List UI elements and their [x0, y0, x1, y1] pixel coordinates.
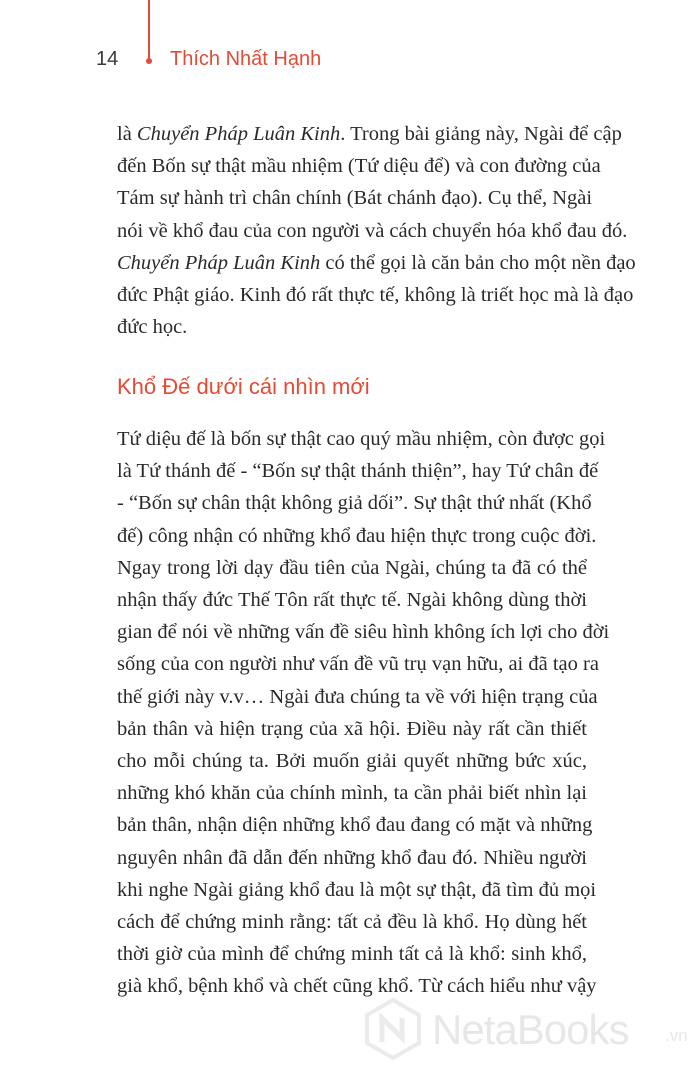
- watermark: [362, 998, 692, 1068]
- text-line: - “Bốn sự chân thật không giả dối”. Sự thật thứ nhất (Khổ: [117, 492, 592, 515]
- text-line: đức học.: [117, 316, 188, 339]
- text-line: đức Phật giáo. Kinh đó rất thực tế, không là triết học mà là đạo: [117, 284, 634, 307]
- text-line: Tứ diệu đế là bốn sự thật cao quý mầu nhiệm, còn được gọi: [117, 428, 606, 450]
- text-line: gian để nói về những vấn đề siêu hình không ích lợi cho đời: [117, 621, 610, 644]
- text-line: già khổ, bệnh khổ và chết cũng khổ. Từ cách hiểu như vậy: [117, 975, 597, 998]
- text-line: bản thân, nhận diện những khổ đau đang có mặt và những: [117, 814, 593, 837]
- text-line: sống của con người như vấn đề vũ trụ vạn hữu, ai đã tạo ra: [117, 653, 599, 676]
- watermark-brand: NetaBooks: [432, 1006, 629, 1053]
- section-heading: Khổ Đế dưới cái nhìn mới: [117, 374, 370, 399]
- text-line: Tám sự hành trì chân chính (Bát chánh đạo). Cụ thể, Ngài: [117, 187, 593, 210]
- text-line: cách để chứng minh rằng: tất cả đều là khổ. Họ dùng hết: [117, 911, 587, 934]
- text-line: là Tứ thánh đế - “Bốn sự thật thánh thiện”, hay Tứ chân đế: [117, 460, 599, 483]
- text-line: nói về khổ đau của con người và cách chuyển hóa khổ đau đó.: [117, 219, 628, 242]
- text-line: nguyên nhân đã dẫn đến những khổ đau đó. Nhiều người: [117, 846, 587, 869]
- text-line: đế) công nhận có những khổ đau hiện thực trong cuộc đời.: [117, 524, 597, 547]
- header-rule: [148, 0, 150, 62]
- text-line: cho mỗi chúng ta. Bởi muốn giải quyết những bức xúc,: [117, 750, 587, 773]
- text-line: thời giờ của mình để chứng minh tất cả là khổ: sinh khổ,: [117, 943, 587, 966]
- text-line: nhận thấy đức Thế Tôn rất thực tế. Ngài không dùng thời: [117, 589, 587, 612]
- text-line: là Chuyển Pháp Luân Kinh. Trong bài giảng này, Ngài để cập: [117, 123, 622, 145]
- italic-title: Chuyển Pháp Luân Kinh: [117, 251, 321, 274]
- text-line: bản thân và hiện trạng của xã hội. Điều này rất cần thiết: [117, 717, 587, 740]
- header-dot: [146, 58, 152, 64]
- text-line: đến Bốn sự thật mầu nhiệm (Tứ diệu để) và con đường của: [117, 155, 601, 178]
- page-number: 14: [96, 48, 119, 70]
- text-line: Chuyển Pháp Luân Kinh có thể gọi là căn bản cho một nền đạo: [117, 251, 636, 274]
- text-line: Ngay trong lời dạy đầu tiên của Ngài, chúng ta đã có thể: [117, 556, 587, 579]
- watermark-domain: .vn: [665, 1026, 688, 1045]
- italic-title: Chuyển Pháp Luân Kinh: [136, 123, 341, 145]
- paragraph-intro: [117, 118, 636, 343]
- text-line: thế giới này v.v… Ngài đưa chúng ta về với hiện trạng của: [117, 685, 598, 708]
- text-line: khi nghe Ngài giảng khổ đau là một sự thật, đã tìm đủ mọi: [117, 878, 597, 901]
- paragraph-body: [117, 423, 610, 1003]
- netabooks-logo-icon: [362, 998, 424, 1060]
- text-line: những khó khăn của chính mình, ta cần phải biết nhìn lại: [117, 782, 587, 805]
- running-head-author: Thích Nhất Hạnh: [170, 48, 322, 70]
